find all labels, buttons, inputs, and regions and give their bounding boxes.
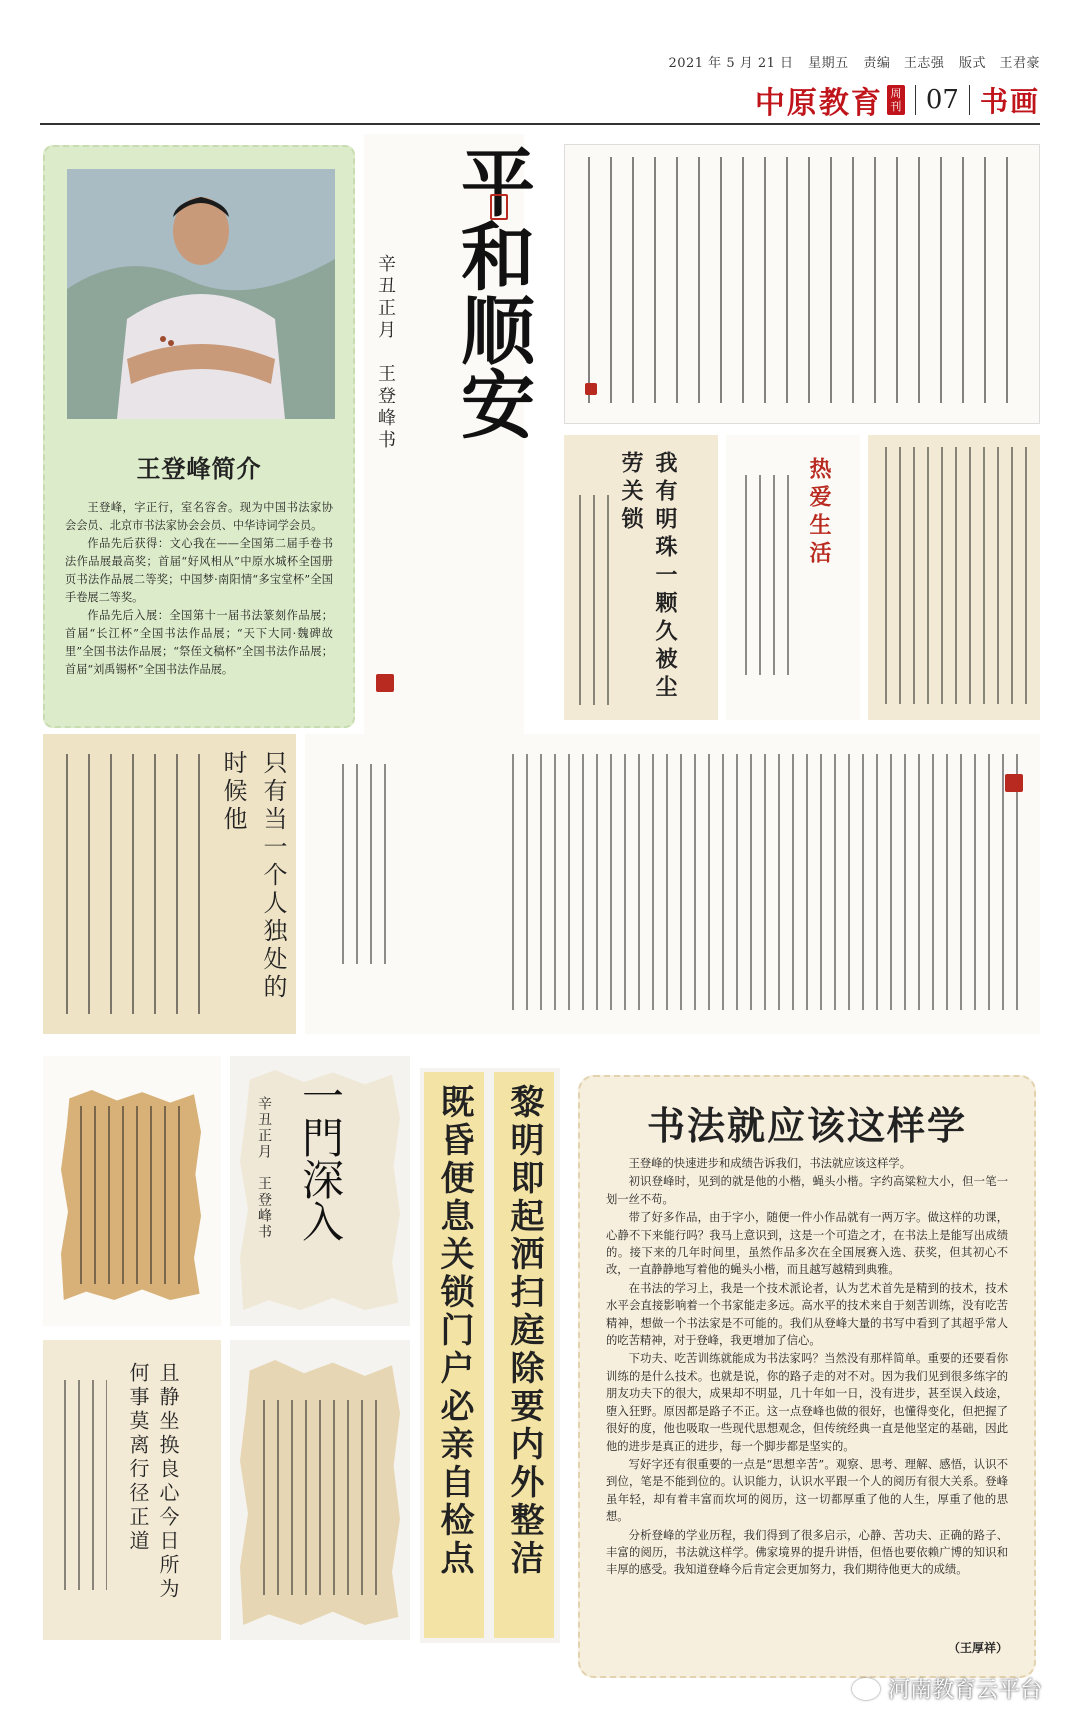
- bio-title: 王登峰简介: [136, 454, 262, 483]
- calligraphy-mingzhu: [564, 435, 718, 720]
- script-column-texture: [256, 1400, 384, 1595]
- big-char: 安: [449, 366, 535, 440]
- big-char: 和: [449, 218, 535, 292]
- header-layout: 版式 王君豪: [958, 56, 1040, 71]
- yimen-char: 深: [296, 1158, 345, 1200]
- yimen-char: 入: [296, 1200, 345, 1242]
- article-paragraph: 初识登峰时，见到的就是他的小楷，蝇头小楷。字约高粱粒大小，但一笔一划一丝不苟。: [606, 1175, 1008, 1206]
- script-column-texture: [55, 754, 205, 1014]
- article-paragraph: 带了好多作品，由于字小，随便一件小作品就有一两万字。做这样的功课，心静不下来能行吗？我马上意识到，这是一个可造之才，在书法上是能写出成绩的。接下来的几年时间里，虽然作品多次在全国展赛入选、获奖，但其初心不改，一直静静地写着他的蝇头小楷，而且越写越精到典雅。: [606, 1211, 1008, 1277]
- calligraphy-long-handscroll: [305, 734, 1040, 1034]
- header-meta: [658, 52, 1040, 71]
- seal-mark: [1005, 774, 1023, 792]
- couplet-right-text: 黎明即起洒扫庭除要内外整洁: [504, 1084, 544, 1578]
- article-paragraph: 王登峰的快速进步和成绩告诉我们，书法就应该这样学。: [628, 1157, 912, 1170]
- article-paragraph: 写好字还有很重要的一点是“思想辛苦”。观察、思考、理解、感悟，认识不到位，笔是不能到位的。认识能力，认识水平跟一个人的阅历有很大关系。登峰虽年轻，却有着丰富而坎坷的阅历，这一切都厚重了他的人生，厚重了他的思想。: [606, 1457, 1008, 1524]
- calligraphy-small-script: [868, 435, 1040, 720]
- article-paragraph: 下功夫、吃苦训练就能成为书法家吗？当然没有那样简单。重要的还要看你训练的是什么技术。也就是说，你的路子走的对不对。因为我们见到很多练字的朋友功夫下的很大，成果却不明显，几十年如一日，没有进步，甚至误入歧途，堕入狂野。原因都是路子不正。这一点登峰也做的很好，也懂得变化，但把握了很好的度，他也吸取一些现代思想观念，但传统经典一直是他坚定的基础，因此他的进步是真正的进步，每一个脚步都是坚实的。: [606, 1352, 1008, 1453]
- calligraphy-jingzuo: [43, 1340, 221, 1640]
- portrait-illustration: [67, 169, 335, 419]
- script-column-texture: [335, 764, 395, 964]
- yimen-inscription: 辛丑正月 王登峰书: [256, 1096, 272, 1240]
- article-paragraph: 分析登峰的学业历程，我们得到了很多启示，心静、苦功夫、正确的路子、丰富的阅历，书法就这样学。佛家境界的提升讲悟，但悟也要依赖广博的知识和丰厚的感受。我知道登峰今后肯定会更加努力，我们期待他更大的成绩。: [606, 1528, 1008, 1577]
- bio-card: [43, 145, 355, 728]
- article-body: [606, 1155, 1008, 1580]
- torn-paper-piece-1: [43, 1056, 221, 1326]
- big-scroll-inscription: 辛丑正月 王登峰书: [375, 254, 396, 452]
- header-editor: 责编 王志强: [863, 56, 945, 71]
- yimen-char: 一: [296, 1074, 345, 1116]
- piece-text: 只有当一个人独处的时候他: [219, 750, 287, 1002]
- wechat-icon: [852, 1678, 880, 1700]
- script-column-texture: [878, 447, 1030, 704]
- calligraphy-love-life: [726, 435, 860, 720]
- calligraphy-dushu: [43, 734, 296, 1034]
- big-char: 平: [449, 144, 535, 218]
- calligraphy-pinghe-shunan: [364, 134, 535, 734]
- torn-paper: [61, 1090, 201, 1300]
- script-column-texture: [577, 157, 1027, 403]
- article-author: （王厚祥）: [947, 1641, 1008, 1655]
- watermark-text: 河南教育云平台: [887, 1678, 1042, 1703]
- bio-text: [65, 499, 333, 679]
- article-paragraph: 在书法的学习上，我是一个技术派论者，认为艺术首先是精到的技术，技术水平会直接影响着一个书家能走多远。高水平的技术来自于刻苦训练，没有吃苦精神，想做一个书法家是不可能的。我们从登峰大量的书写中看到了其超乎常人的吃苦精神，对于登峰，我更增加了信心。: [606, 1281, 1008, 1348]
- header-date: 2021 年 5 月 21 日: [668, 56, 794, 71]
- masthead-divider: [915, 85, 916, 115]
- script-column-texture: [572, 495, 612, 705]
- seal-mark: [490, 194, 508, 220]
- yimen-char: 門: [296, 1116, 345, 1158]
- bio-paragraph: 王登峰，字正行，室名容舍。现为中国书法家协会会员、北京市书法家协会会员、中华诗词学会员。: [65, 501, 333, 532]
- masthead-divider: [969, 85, 970, 115]
- paper-name: 中原教育: [754, 86, 883, 121]
- script-column-texture: [57, 1380, 107, 1590]
- script-column-texture: [505, 754, 1020, 1010]
- yimen-text: [290, 1074, 350, 1242]
- section-name: 书画: [979, 85, 1040, 118]
- page-number: 07: [925, 85, 959, 115]
- torn-paper: [240, 1360, 400, 1625]
- seal-mark: [376, 674, 394, 692]
- header-rule: [40, 123, 1040, 125]
- love-life-title: 热爱生活: [806, 457, 832, 569]
- torn-paper-piece-2: [230, 1340, 410, 1640]
- article-card: [578, 1075, 1036, 1678]
- piece-text: 我有明珠一颗久被尘劳关锁: [618, 451, 678, 703]
- big-scroll-text: [422, 144, 562, 440]
- masthead: [754, 82, 1040, 121]
- calligraphy-yimen-shenru: [230, 1056, 410, 1326]
- couplet-left-text: 既昏便息关锁门户必亲自检点: [434, 1084, 474, 1578]
- calligraphy-regular-script-long: [564, 144, 1040, 424]
- calligraphy-couplet: [420, 1068, 560, 1643]
- bio-paragraph: 作品先后获得：文心我在——全国第二届手卷书法作品展最高奖；首届“好风相从”中原水城杯全国册页书法作品展二等奖；中国梦·南阳情“多宝堂杯”全国手卷展二等奖。: [65, 537, 333, 604]
- article-title: 书法就应该这样学: [646, 1103, 967, 1148]
- watermark: [852, 1673, 1042, 1704]
- script-column-texture: [738, 475, 798, 675]
- seal-mark: [585, 383, 597, 395]
- portrait-photo: [67, 169, 335, 419]
- script-column-texture: [73, 1106, 189, 1284]
- piece-text: 且静坐换良心今日所为何事莫离行径正道: [126, 1362, 180, 1602]
- paper-badge: 周刊: [887, 85, 905, 115]
- bio-paragraph: 作品先后入展：全国第十一届书法篆刻作品展；首届“长江杯”全国书法作品展；“天下大同·魏碑故里”全国书法作品展；“祭侄文稿杯”全国书法作品展；首届“刘禹锡杯”全国书法作品展。: [65, 609, 333, 676]
- header-weekday: 星期五: [808, 56, 849, 71]
- big-char: 顺: [449, 292, 535, 366]
